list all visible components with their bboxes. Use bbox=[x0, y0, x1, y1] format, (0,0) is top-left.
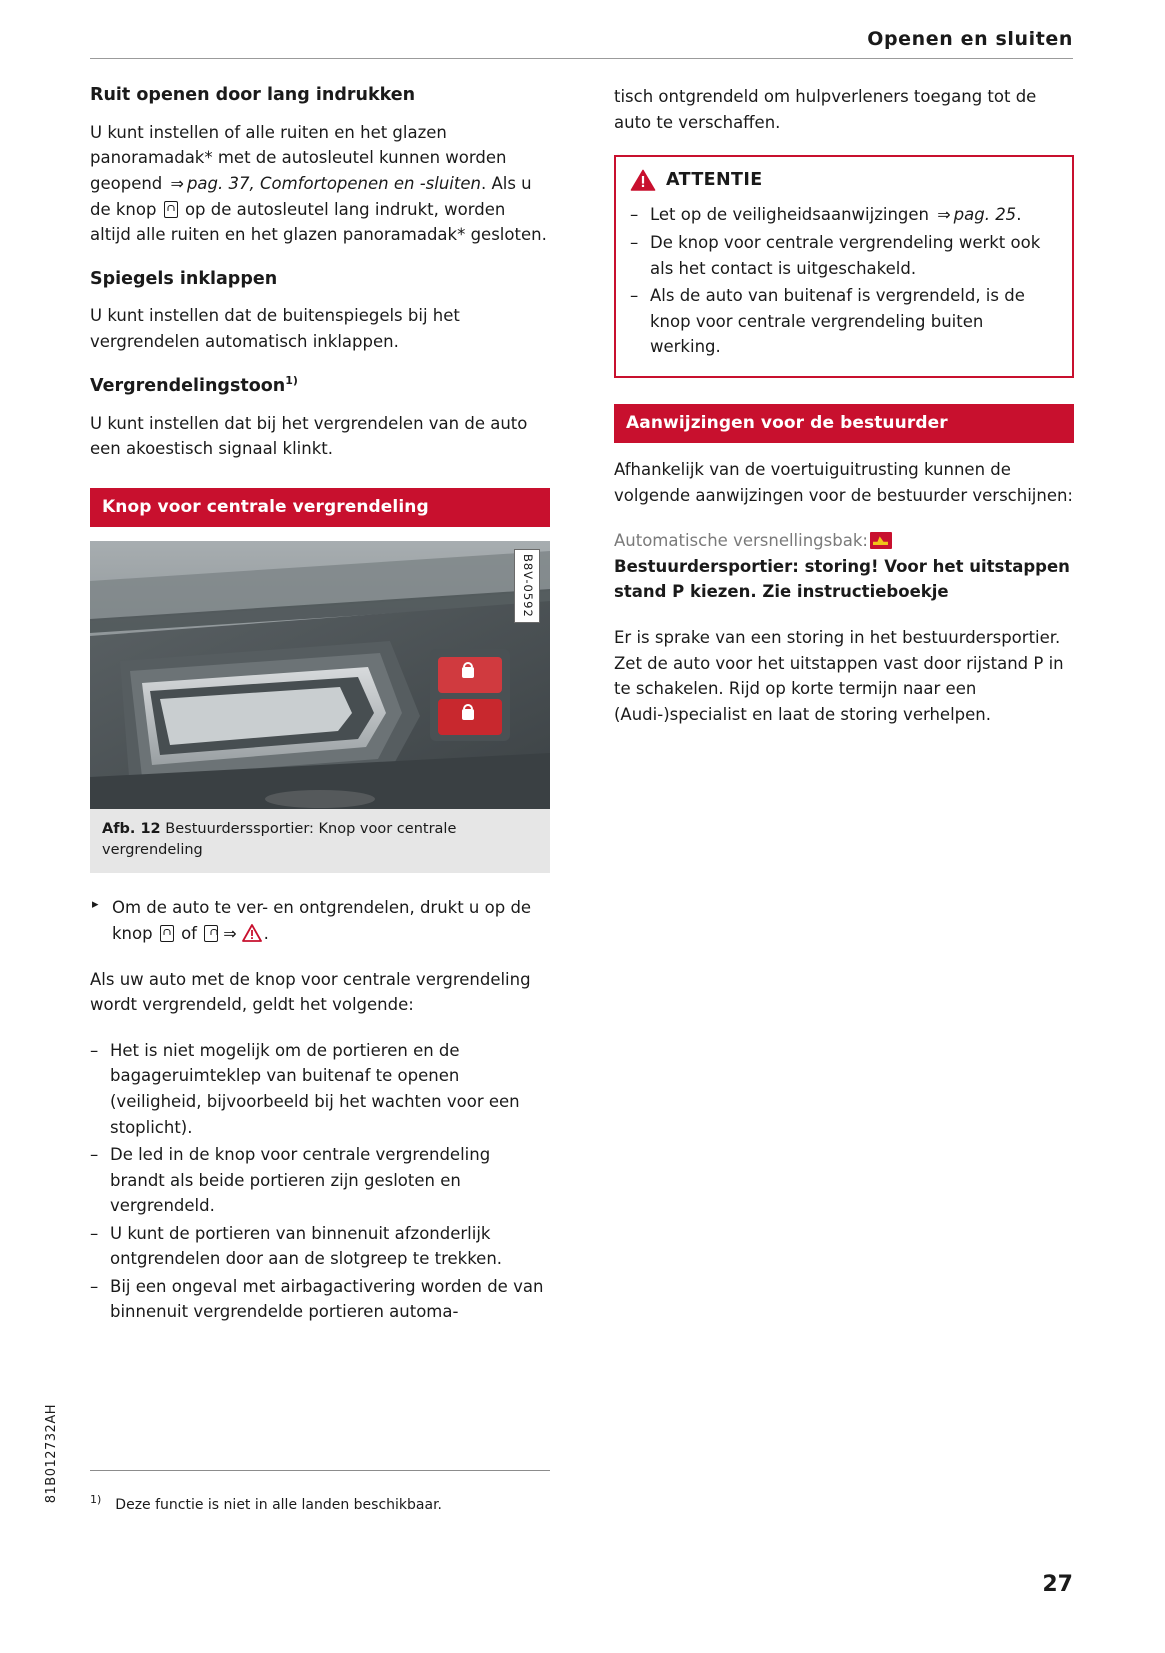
left-column bbox=[90, 84, 550, 1345]
para1-part-c: op de autosleutel lang indrukt, worden altijd alle ruiten en het glazen panoramadak* gesloten. bbox=[90, 199, 547, 245]
list-item bbox=[630, 202, 1058, 228]
paragraph-spiegels: U kunt instellen dat de buitenspiegels bij het vergrendelen automatisch inklappen. bbox=[90, 306, 460, 351]
figure-code: B8V-0592 bbox=[514, 549, 540, 623]
heading3-text: Vergrendelingstoon bbox=[90, 376, 286, 397]
unlock-icon bbox=[204, 925, 218, 942]
figure-image-door-panel bbox=[90, 541, 550, 809]
action-list-item bbox=[90, 895, 550, 946]
header-title: Openen en sluiten bbox=[867, 28, 1073, 50]
warning-triangle-icon bbox=[630, 169, 656, 192]
section-bar-knop-centrale-vergrendeling: Knop voor centrale vergrendeling bbox=[90, 488, 550, 527]
attention-header bbox=[630, 167, 1058, 194]
attention-title: ATTENTIE bbox=[666, 170, 763, 191]
heading-ruit-openen: Ruit openen door lang indrukken bbox=[90, 85, 416, 105]
paragraph-storing: Er is sprake van een storing in het bestuurdersportier. Zet de auto voor het uitstappen vast door rijstand P in te schakelen. Rijd op korte termijn naar een (Audi-)specialist en laat de storing verhelpen. bbox=[614, 628, 1064, 724]
paragraph-ruit-openen bbox=[90, 120, 550, 248]
attention-box bbox=[614, 155, 1074, 378]
list-item: – Bij een ongeval met airbagactivering worden de van binnenuit vergrendelde portieren automa- bbox=[90, 1274, 550, 1325]
footnote bbox=[90, 1493, 560, 1513]
paragraph-continued: tisch ontgrendeld om hulpverleners toegang tot de auto te verschaffen. bbox=[614, 87, 1037, 132]
driver-message bbox=[614, 528, 1074, 605]
page-number: 27 bbox=[1042, 1572, 1073, 1597]
attn-item1-text: Let op de veiligheidsaanwijzingen bbox=[650, 205, 935, 225]
footnote-text: Deze functie is niet in alle landen beschikbaar. bbox=[115, 1497, 442, 1513]
figure-caption bbox=[90, 809, 550, 873]
driver-message-label: Automatische versnellingsbak: bbox=[614, 531, 868, 551]
list-item: – Het is niet mogelijk om de portieren en de bagageruimteklep van buitenaf te openen (veiligheid, bijvoorbeeld bij het wachten voor een stoplicht). bbox=[90, 1038, 550, 1140]
list-item: – De knop voor centrale vergrendeling werkt ook als het contact is uitgeschakeld. bbox=[630, 230, 1058, 281]
bullet1-part-b: of bbox=[175, 923, 203, 943]
footnote-marker-heading: 1) bbox=[285, 374, 298, 388]
attention-list bbox=[630, 202, 1058, 360]
paragraph-vergrendelingstoon: U kunt instellen dat bij het vergrendelen van de auto een akoestisch signaal klinkt. bbox=[90, 413, 528, 459]
reference-arrow-icon-3: ⇒ bbox=[937, 205, 951, 225]
figure-caption-text: Bestuurderssportier: Knop voor centrale vergrendeling bbox=[102, 821, 457, 859]
heading-spiegels-inklappen: Spiegels inklappen bbox=[90, 268, 278, 289]
right-column bbox=[614, 84, 1074, 747]
cross-reference-1: pag. 37, Comfortopenen en -sluiten bbox=[186, 173, 481, 193]
figure-caption-label: Afb. 12 bbox=[102, 821, 161, 838]
paragraph-aanwijzingen: Afhankelijk van de voertuiguitrusting kunnen de volgende aanwijzingen voor de bestuurder verschijnen: bbox=[614, 460, 1073, 505]
heading-vergrendelingstoon bbox=[90, 374, 550, 398]
driver-message-text: Bestuurdersportier: storing! Voor het uitstappen stand P kiezen. Zie instructieboekje bbox=[614, 556, 1070, 602]
conditions-list bbox=[90, 1038, 550, 1325]
section-bar-aanwijzingen: Aanwijzingen voor de bestuurder bbox=[614, 404, 1074, 443]
lock-button-icon bbox=[164, 201, 178, 218]
document-code: 81B012732AH bbox=[44, 1403, 59, 1503]
list-item: – U kunt de portieren van binnenuit afzonderlijk ontgrendelen door aan de slotgreep te trekken. bbox=[90, 1221, 550, 1272]
lock-icon bbox=[160, 925, 174, 942]
action-list bbox=[90, 895, 550, 946]
footnote-divider bbox=[90, 1470, 550, 1471]
para1-part-a: U kunt instellen of alle ruiten en het glazen panoramadak* met de autosleutel kunnen worden geopend bbox=[90, 122, 507, 193]
bullet1-part-a: Om de auto te ver- en ontgrendelen, drukt u op de knop bbox=[112, 898, 532, 943]
list-item: – De led in de knop voor centrale vergrendeling brandt als beide portieren zijn gesloten en vergrendeld. bbox=[90, 1142, 550, 1219]
header-divider bbox=[90, 58, 1073, 59]
figure-12 bbox=[90, 541, 550, 873]
reference-arrow-icon: ⇒ bbox=[170, 173, 184, 193]
paragraph-vergrendeld-intro: Als uw auto met de knop voor centrale vergrendeling wordt vergrendeld, geldt het volgende: bbox=[90, 969, 531, 1015]
bullet1-part-c: . bbox=[263, 923, 269, 943]
cross-reference-2: pag. 25 bbox=[953, 205, 1017, 225]
list-item: – Als de auto van buitenaf is vergrendeld, is de knop voor centrale vergrendeling buiten werking. bbox=[630, 283, 1058, 360]
gearbox-warning-icon bbox=[870, 532, 892, 549]
footnote-marker: 1) bbox=[90, 1493, 102, 1507]
reference-arrow-icon-2: ⇒ bbox=[223, 923, 237, 943]
page-header bbox=[90, 28, 1073, 59]
warning-triangle-icon bbox=[242, 924, 262, 942]
door-panel-illustration bbox=[90, 541, 550, 809]
para1-part-b: . Als u de knop bbox=[90, 173, 532, 219]
attn-item1-post: . bbox=[1016, 205, 1022, 225]
